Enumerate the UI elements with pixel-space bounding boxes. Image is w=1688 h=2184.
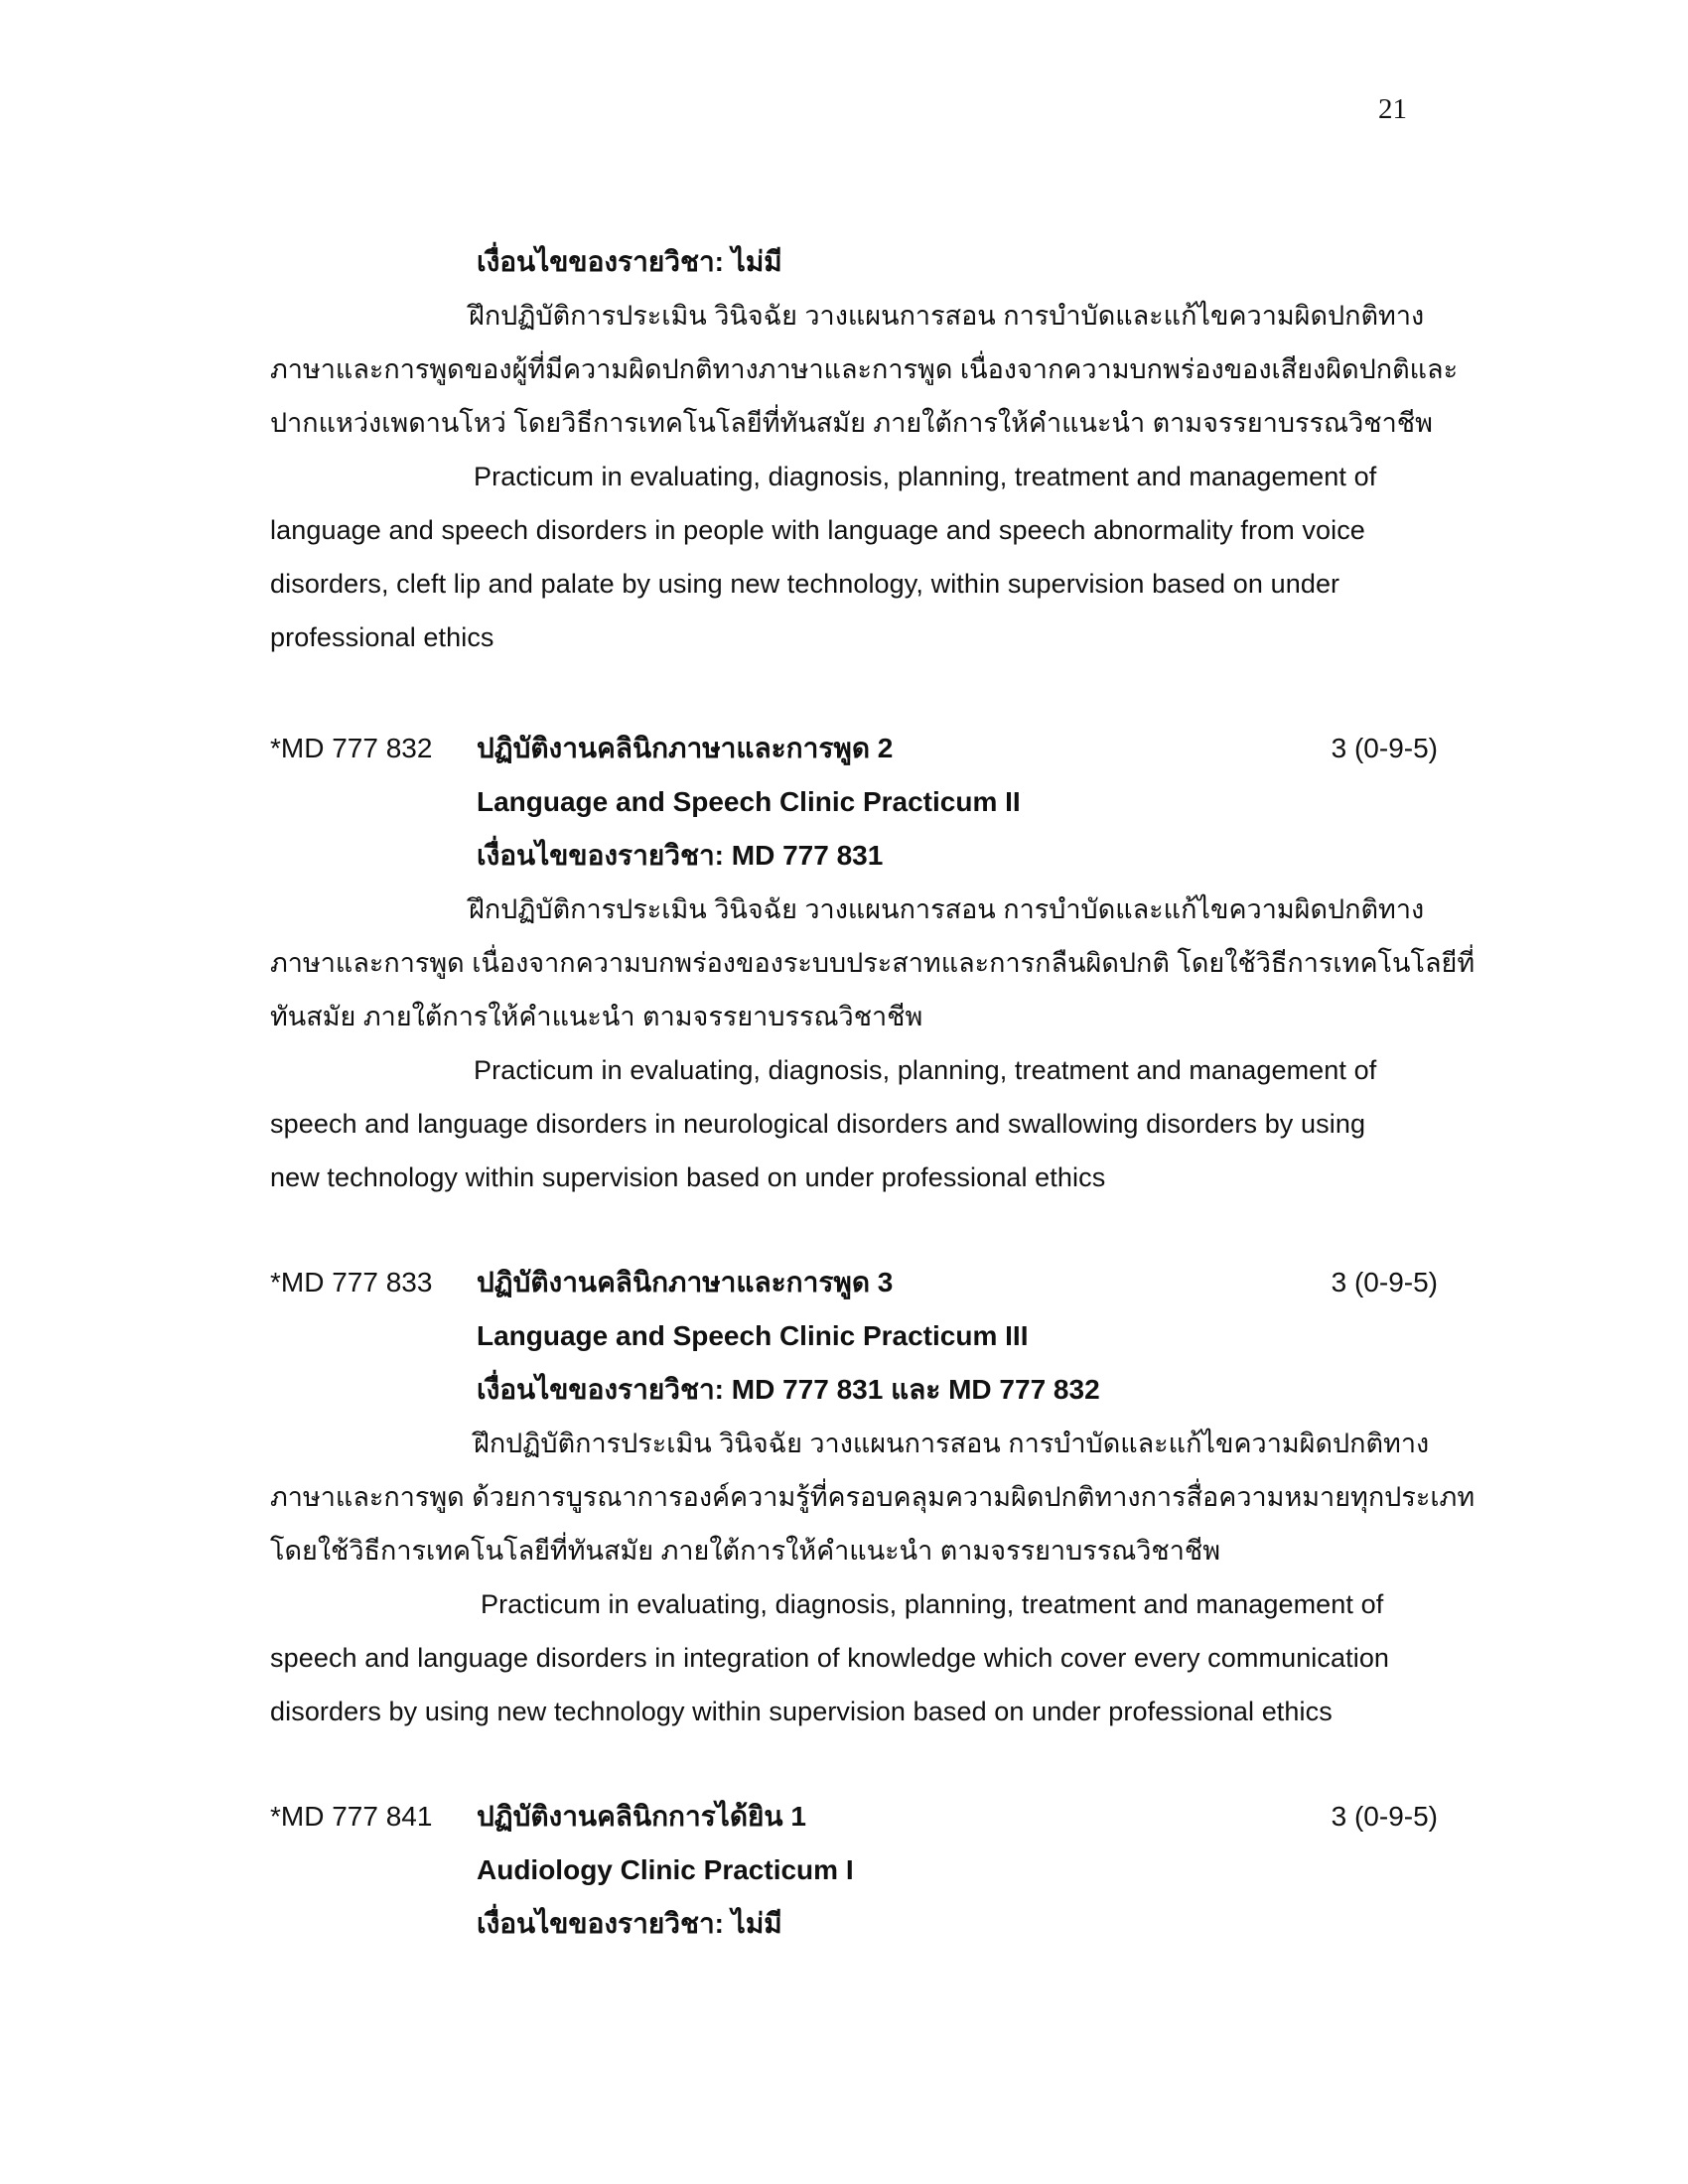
intro-english-line-3: disorders, cleft lip and palate by using new technology, within supervision based on under bbox=[270, 569, 1340, 599]
intro-english-line-1: Practicum in evaluating, diagnosis, planning, treatment and management of bbox=[474, 462, 1377, 491]
course-prerequisite: เงื่อนไขของรายวิชา: ไม่มี bbox=[477, 1908, 782, 1939]
intro-thai-line-3: ปากแหว่งเพดานโหว่ โดยวิธีการเทคโนโลยีที่ทันสมัย ภายใต้การให้คำแนะนำ ตามจรรยาบรรณวิชาชีพ bbox=[270, 408, 1433, 438]
course-credit: 3 (0-9-5) bbox=[1331, 1801, 1438, 1832]
course-title-thai: ปฏิบัติงานคลินิกภาษาและการพูด 3 bbox=[477, 1267, 894, 1297]
course-title-thai: ปฏิบัติงานคลินิกการได้ยิน 1 bbox=[477, 1801, 806, 1832]
course-title-thai: ปฏิบัติงานคลินิกภาษาและการพูด 2 bbox=[477, 733, 894, 763]
intro-thai-line-2: ภาษาและการพูดของผู้ที่มีความผิดปกติทางภาษาและการพูด เนื่องจากความบกพร่องของเสียงผิดปกติและ bbox=[270, 354, 1459, 384]
page-number: 21 bbox=[1378, 93, 1407, 125]
intro-thai-line-1: ฝึกปฏิบัติการประเมิน วินิจฉัย วางแผนการสอน การบำบัดและแก้ไขความผิดปกติทาง bbox=[469, 301, 1425, 331]
intro-english-line-4: professional ethics bbox=[270, 622, 494, 652]
course-title-english: Audiology Clinic Practicum I bbox=[477, 1854, 854, 1885]
course-header bbox=[270, 729, 1438, 768]
intro-english-line-2: language and speech disorders in people with language and speech abnormality from voice bbox=[270, 515, 1365, 545]
course-title-english: Language and Speech Clinic Practicum III bbox=[477, 1320, 1029, 1351]
course-code: *MD 777 841 bbox=[270, 1801, 433, 1832]
course-title-english: Language and Speech Clinic Practicum II bbox=[477, 786, 1021, 817]
course-thai-line-2: ภาษาและการพูด ด้วยการบูรณาการองค์ความรู้ที่ครอบคลุมความผิดปกติทางการสื่อความหมายทุกประเภท bbox=[270, 1482, 1476, 1512]
course-code: *MD 777 832 bbox=[270, 733, 433, 763]
course-thai-line-2: ภาษาและการพูด เนื่องจากความบกพร่องของระบบประสาทและการกลืนผิดปกติ โดยใช้วิธีการเทคโนโลยีที่ bbox=[270, 948, 1476, 978]
course-header bbox=[270, 1797, 1438, 1837]
course-english-line-3: new technology within supervision based on under professional ethics bbox=[270, 1162, 1106, 1192]
course-english-line-2: speech and language disorders in neurological disorders and swallowing disorders by using bbox=[270, 1109, 1366, 1139]
course-code: *MD 777 833 bbox=[270, 1267, 433, 1297]
course-english-line-1: Practicum in evaluating, diagnosis, planning, treatment and management of bbox=[481, 1589, 1384, 1619]
course-prerequisite: เงื่อนไขของรายวิชา: MD 777 831 bbox=[477, 840, 884, 871]
course-thai-line-1: ฝึกปฏิบัติการประเมิน วินิจฉัย วางแผนการสอน การบำบัดและแก้ไขความผิดปกติทาง bbox=[469, 894, 1425, 924]
course-english-line-3: disorders by using new technology within supervision based on under professional ethics bbox=[270, 1697, 1333, 1726]
course-credit: 3 (0-9-5) bbox=[1331, 733, 1438, 763]
intro-prerequisite: เงื่อนไขของรายวิชา: ไม่มี bbox=[477, 246, 782, 277]
course-header bbox=[270, 1263, 1438, 1302]
course-thai-line-1: ฝึกปฏิบัติการประเมิน วินิจฉัย วางแผนการสอน การบำบัดและแก้ไขความผิดปกติทาง bbox=[474, 1429, 1430, 1458]
course-english-line-2: speech and language disorders in integration of knowledge which cover every communication bbox=[270, 1643, 1390, 1673]
course-credit: 3 (0-9-5) bbox=[1331, 1267, 1438, 1297]
course-thai-line-3: โดยใช้วิธีการเทคโนโลยีที่ทันสมัย ภายใต้การให้คำแนะนำ ตามจรรยาบรรณวิชาชีพ bbox=[270, 1536, 1221, 1566]
course-english-line-1: Practicum in evaluating, diagnosis, planning, treatment and management of bbox=[474, 1055, 1377, 1085]
course-thai-line-3: ทันสมัย ภายใต้การให้คำแนะนำ ตามจรรยาบรรณวิชาชีพ bbox=[270, 1002, 923, 1031]
course-prerequisite: เงื่อนไขของรายวิชา: MD 777 831 และ MD 777 832 bbox=[477, 1374, 1100, 1405]
